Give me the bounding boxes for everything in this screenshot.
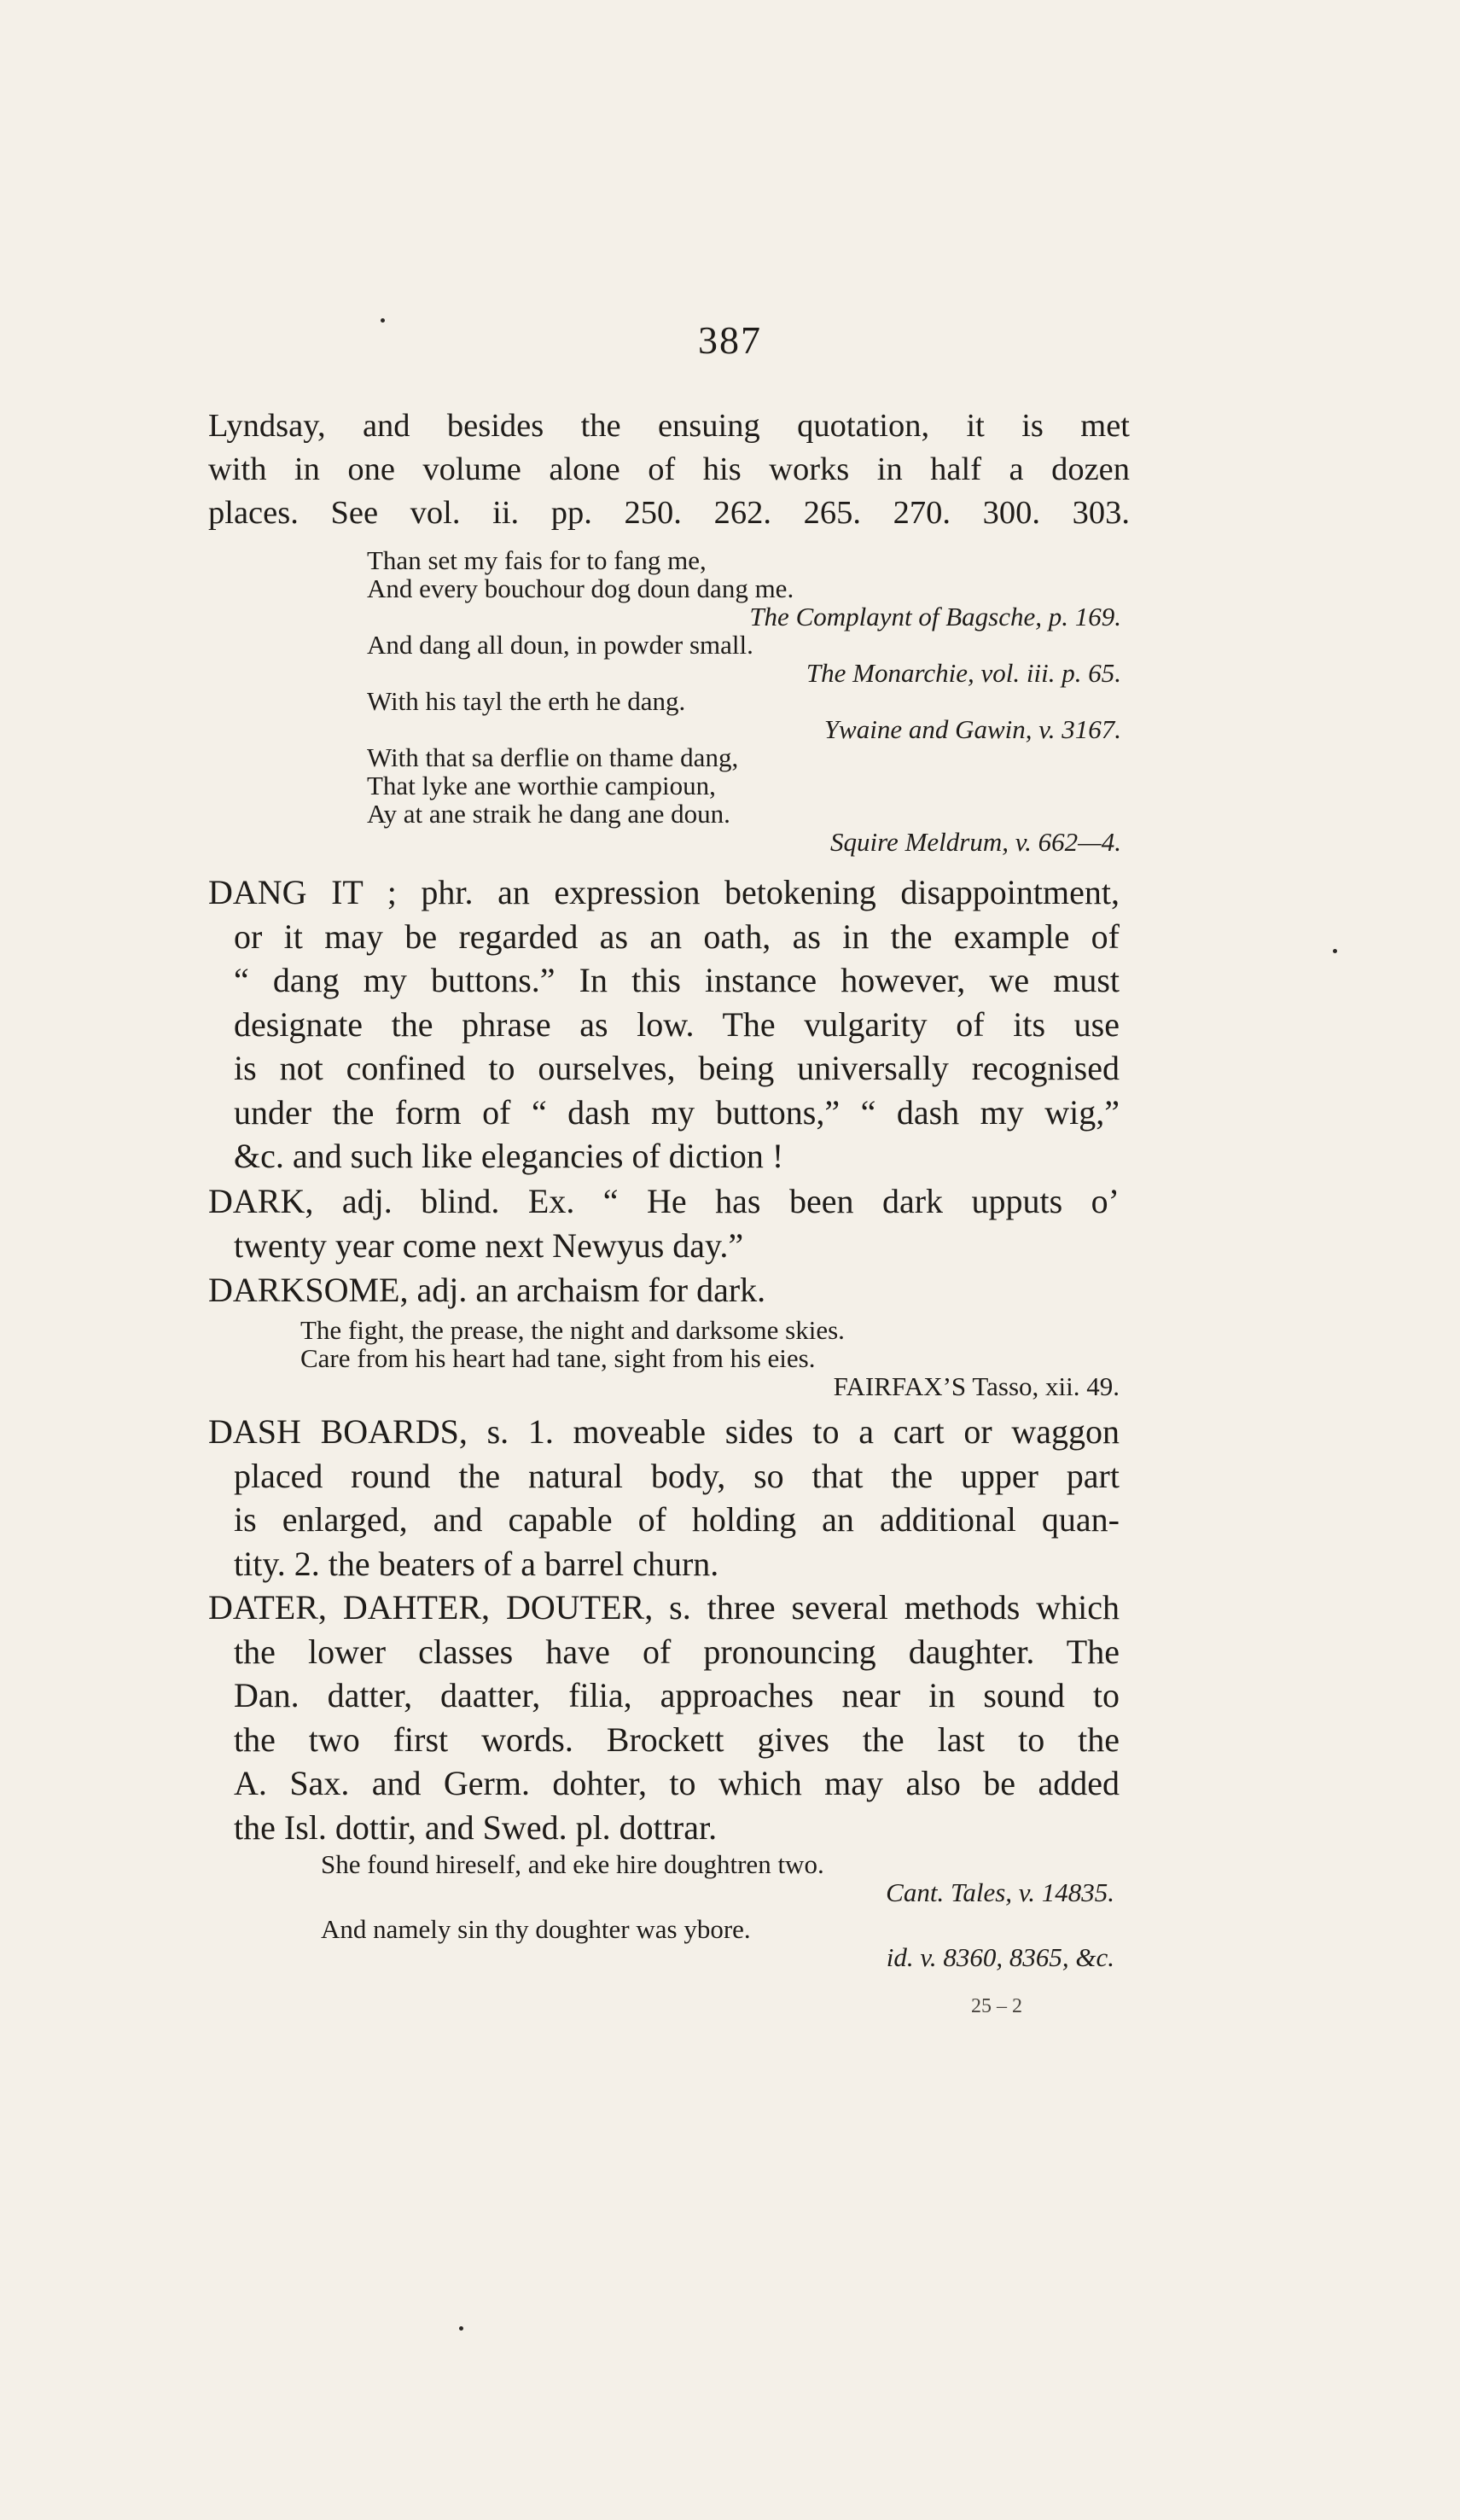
entry-line: or it may be regarded as an oath, as in the example of: [234, 917, 1120, 956]
entry-line: placed round the natural body, so that the upper part: [234, 1456, 1120, 1495]
entry-line: &c. and such like elegancies of diction !: [234, 1137, 784, 1175]
quote-citation: [208, 715, 1121, 743]
citation-text: The Monarchie, vol. iii. p. 65.: [806, 658, 1121, 688]
citation-text: id. v. 8360, 8365, &c.: [886, 1942, 1114, 1972]
entry-line: tity. 2. the beaters of a barrel churn.: [234, 1544, 719, 1583]
entry-line: under the form of “ dash my buttons,” “ dash my wig,”: [234, 1092, 1120, 1132]
quote-line: With his tayl the erth he dang.: [367, 686, 686, 716]
dictionary-entry-dash-boards: [208, 1410, 1120, 1586]
entry-line: A. Sax. and Germ. dohter, to which may also be added: [234, 1764, 1120, 1802]
entry-line: “ dang my buttons.” In this instance however, we must: [234, 961, 1120, 999]
entry-line: Dan. datter, daatter, filia, approaches near in sound to: [234, 1676, 1120, 1714]
quote-line: The fight, the prease, the night and darksome skies.: [300, 1315, 845, 1345]
entry-line: DASH BOARDS, s. 1. moveable sides to a cart or waggon: [208, 1412, 1120, 1451]
entry-line: DARKSOME, adj. an archaism for dark.: [208, 1271, 766, 1309]
quote-line: Than set my fais for to fang me,: [367, 545, 707, 575]
quote-line: That lyke ane worthie campioun,: [367, 771, 716, 800]
entry-line: the Isl. dottir, and Swed. pl. dottrar.: [234, 1807, 718, 1847]
print-speck: [381, 318, 385, 323]
quote-citation: [321, 1943, 1114, 1971]
print-speck: [1333, 949, 1337, 953]
entry-line: is enlarged, and capable of holding an additional quan-: [234, 1500, 1120, 1539]
quote-line: And dang all doun, in powder small.: [367, 630, 753, 660]
page-number: 387: [698, 318, 762, 362]
quote-line: With that sa derflie on thame dang,: [367, 742, 739, 772]
entry-line: the lower classes have of pronouncing daughter. The: [234, 1632, 1120, 1671]
citation-text: Squire Meldrum, v. 662—4.: [830, 827, 1121, 857]
entry-line: the two first words. Brockett gives the last to the: [234, 1720, 1120, 1759]
quote-line: She found hireself, and eke hire doughtren two.: [321, 1849, 824, 1879]
text-line: Lyndsay, and besides the ensuing quotation, it is met: [208, 408, 1130, 444]
entry-line: DARK, adj. blind. Ex. “ He has been dark upputs o’: [208, 1182, 1120, 1220]
entry-line: designate the phrase as low. The vulgarity of its use: [234, 1004, 1120, 1044]
citation-text: Ywaine and Gawin, v. 3167.: [823, 714, 1121, 744]
quote-citation: [321, 1878, 1114, 1906]
dictionary-entry-dater: [208, 1586, 1120, 1849]
entry-line: DATER, DAHTER, DOUTER, s. three several methods which: [208, 1588, 1120, 1627]
text-line: with in one volume alone of his works in half a dozen: [208, 451, 1130, 487]
entry-line: DANG IT ; phr. an expression betokening disappointment,: [208, 873, 1120, 911]
quote-citation: [208, 602, 1121, 631]
quote-citation: [208, 659, 1121, 687]
quote-line: Care from his heart had tane, sight from his eies.: [300, 1343, 816, 1373]
dictionary-entry-dang-it: [208, 870, 1120, 1179]
quote-citation: FAIRFAX’S Tasso, xii. 49.: [833, 1371, 1120, 1401]
signature-mark: 25 – 2: [971, 1995, 1022, 2017]
print-speck: [459, 2326, 463, 2331]
entry-line: twenty year come next Newyus day.”: [234, 1225, 744, 1265]
citation-text: Cant. Tales, v. 14835.: [886, 1877, 1114, 1907]
quote-line: Ay at ane straik he dang ane doun.: [367, 799, 730, 829]
quotation-block: [208, 546, 1121, 856]
quotation-block: [300, 1316, 1120, 1400]
quote-line: And namely sin thy doughter was ybore.: [321, 1914, 751, 1944]
entry-line: is not confined to ourselves, being universally recognised: [234, 1049, 1120, 1087]
intro-paragraph: [208, 404, 1130, 535]
dictionary-entry-dark: [208, 1179, 1120, 1267]
quote-line: And every bouchour dog doun dang me.: [367, 573, 794, 603]
quotation-block: [321, 1850, 1114, 1971]
quote-citation: [208, 828, 1121, 856]
text-line: places. See vol. ii. pp. 250. 262. 265. 270. 300. 303.: [208, 495, 1130, 531]
citation-text: The Complaynt of Bagsche, p. 169.: [749, 602, 1121, 631]
dictionary-entry-darksome: [208, 1268, 1120, 1312]
